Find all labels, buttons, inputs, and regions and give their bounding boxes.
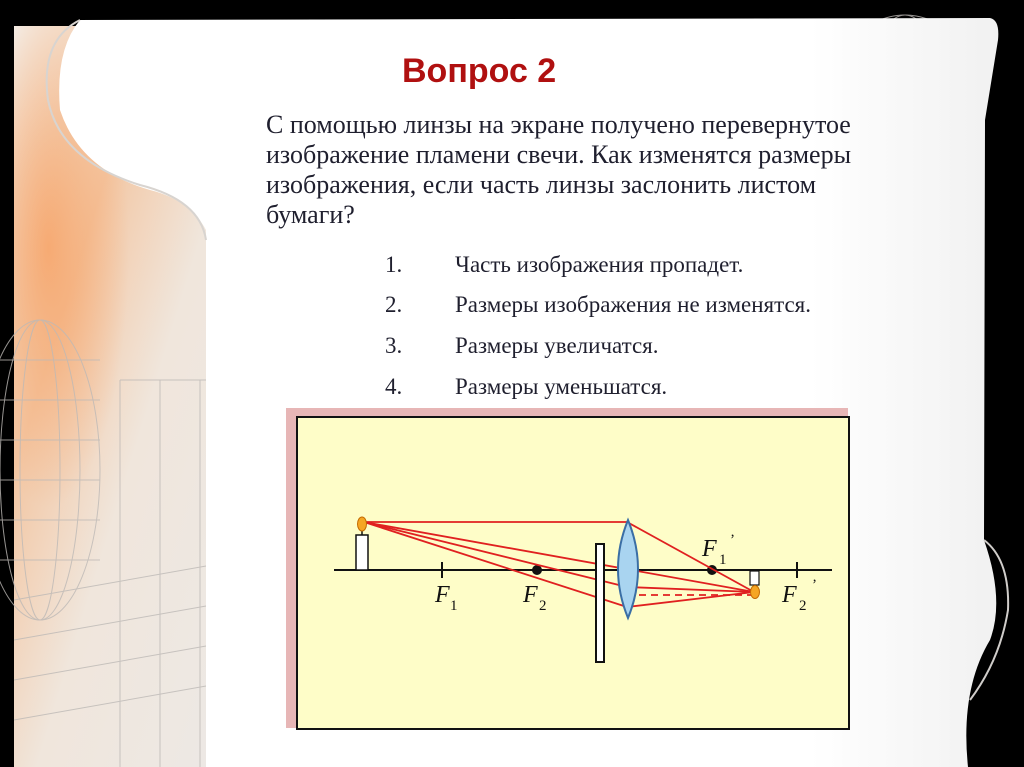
candle-image <box>750 571 759 585</box>
option-number: 4. <box>385 374 403 399</box>
option-number: 1. <box>385 252 403 277</box>
option-number: 2. <box>385 292 403 317</box>
option-text: Размеры изображения не изменятся. <box>455 292 811 317</box>
paper-sheet <box>596 544 604 662</box>
optics-diagram-svg <box>298 418 848 728</box>
label-f1-prime-sub: 1 <box>719 552 727 568</box>
question-text: С помощью линзы на экране получено перевернутое изображение пламени свечи. Как изменятся размеры изображения, если часть линзы заслонить листом бумаги? <box>266 110 852 229</box>
option-text: Часть изображения пропадет. <box>455 252 744 277</box>
label-f1-prime: F <box>702 536 717 562</box>
option-text: Размеры уменьшатся. <box>455 374 668 399</box>
label-f1: F <box>435 582 450 608</box>
label-f2-prime: F <box>782 582 797 608</box>
label-f2: F <box>523 582 538 608</box>
label-f2-sub: 2 <box>539 598 547 614</box>
candle-flame <box>358 517 367 531</box>
convex-lens <box>618 520 638 618</box>
option-text: Размеры увеличатся. <box>455 333 659 358</box>
label-f1-prime-mark: ’ <box>730 532 735 548</box>
optics-diagram <box>296 416 850 730</box>
label-f2-prime-sub: 2 <box>799 598 807 614</box>
slide-title: Вопрос 2 <box>402 52 557 90</box>
light-rays <box>364 522 754 607</box>
option-number: 3. <box>385 333 403 358</box>
candle <box>356 535 368 570</box>
label-f2-prime-mark: ’ <box>812 577 817 593</box>
label-f1-sub: 1 <box>450 598 458 614</box>
flame-image <box>751 586 760 599</box>
